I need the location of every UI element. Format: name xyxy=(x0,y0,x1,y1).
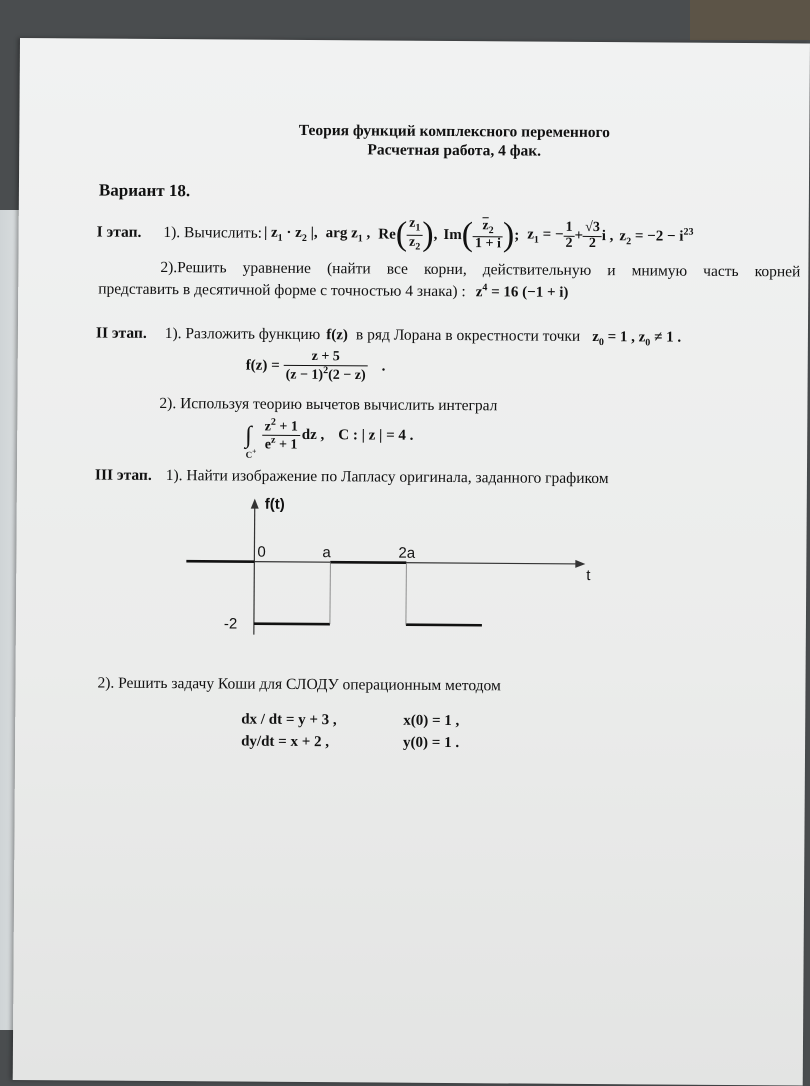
graph-segment-2 xyxy=(254,624,330,625)
integral-sign: ∫ xyxy=(245,423,252,447)
stage1-label: I этап. xyxy=(97,224,142,242)
integral-fraction: $\frac{z^2 + 1}{e^z + 1}$ xyxy=(262,418,299,454)
stage2-fz: f(z) xyxy=(326,327,348,344)
background-object xyxy=(690,0,810,40)
z1-half: $\frac{1}{2}$ xyxy=(563,221,574,251)
graph-segment-4 xyxy=(406,625,482,626)
arg-expression: arg $z_1$ , xyxy=(326,225,371,244)
x-axis-label: t xyxy=(586,567,591,584)
fz-numerator: z + 5 xyxy=(284,350,368,365)
stage2-task1-text: 1). Разложить функцию xyxy=(165,325,321,344)
stage2-task2-text: 2). Используя теорию вычетов вычислить интеграл xyxy=(159,395,497,415)
z1-definition: $z_1$ = − xyxy=(527,226,563,245)
ode-eq2-ic: y(0) = 1 . xyxy=(403,735,459,752)
doc-subtitle: Расчетная работа, 4 фак. xyxy=(19,139,810,163)
fz-lhs: f(z) = xyxy=(246,358,280,375)
y-axis-label: f(t) xyxy=(265,496,285,513)
ode-eq1-ic: x(0) = 1 , xyxy=(403,713,459,730)
integral-contour: C : | z | = 4 . xyxy=(338,428,413,446)
re-label: Re xyxy=(378,226,396,243)
document-page xyxy=(13,38,810,1085)
stage3-task1-text: 1). Найти изображение по Лапласу оригинала, заданного графиком xyxy=(166,467,609,488)
stage2-task1-line xyxy=(96,325,681,349)
x-tick-label-1: 0 xyxy=(257,544,265,561)
fz-formula: f(z) = $\frac{z + 5}{(z - 1)^2(2 - z)}$ . xyxy=(246,350,386,384)
z2-definition: $z_2 = -2 - i^{23}$ xyxy=(619,226,693,248)
stage2-label: II этап. xyxy=(96,325,147,343)
x-axis-arrow xyxy=(575,560,585,568)
fz-denominator: $(z - 1)^2(2 - z)$ xyxy=(284,365,368,384)
fz-fraction xyxy=(284,350,368,384)
laplace-graph xyxy=(186,494,607,647)
ode-eq2-lhs: dy/dt = x + 2 , xyxy=(241,734,329,752)
ode-eq1-lhs: dx / dt = y + 3 , xyxy=(241,712,337,730)
doc-title: Теория функций комплексного переменного xyxy=(19,120,810,144)
z1-sqrt3-half: $\frac{√3}{2}$ xyxy=(583,221,602,252)
im-fraction: $\frac{\overline{z}_2}{1 + i}$ xyxy=(473,219,503,252)
stage2-task1-rest: в ряд Лорана в окрестности точки xyxy=(356,326,580,346)
abs-product-expression: | $z_1 \cdot z_2$ |, xyxy=(264,224,318,243)
stage3-task1-line xyxy=(95,467,609,489)
y-axis xyxy=(254,505,255,635)
stage3-task2-text: 2). Решить задачу Коши для СЛОДУ операционным методом xyxy=(97,675,500,696)
graph-segment-1 xyxy=(186,561,255,562)
stage1-task1-prefix: 1). Вычислить: xyxy=(163,224,262,243)
im-label: Im xyxy=(443,226,461,243)
x-tick-label-3: 2a xyxy=(398,545,415,562)
y-tick-label-1: -2 xyxy=(224,615,237,632)
variant-heading: Вариант 18. xyxy=(99,181,190,202)
stage1-task2-line2: представить в десятичной форме с точностью 4 знака) : xyxy=(98,281,466,302)
equation-z4: $z^4 = 16$ (−1 + i) xyxy=(476,282,569,302)
y-axis-arrow xyxy=(251,499,259,509)
integral-formula: ∫ C+ $\frac{z^2 + 1}{e^z + 1}$ dz , C : | z | = 4 . xyxy=(245,418,413,455)
re-fraction: $\frac{z_1}{z_2}$ xyxy=(407,217,422,253)
x-tick-label-2: a xyxy=(322,544,331,561)
graph-segment-3 xyxy=(330,562,406,563)
stage3-label: III этап. xyxy=(95,467,152,485)
stage1-task1-line: I этап. 1). Вычислить: | $z_1 \cdot z_2$ |, arg $z_1$ , Re ( $\frac{z_1}{z_2}$ ) , Im ( $\frac{\overline{z}_2}{1 + i}$ ) ; $z_1$ = − $\frac{1}{2}$ + $\frac{√3}{2}$ i , $z_2 = -2 - i^{23}$ xyxy=(96,205,693,265)
stage1-task2-line1: 2).Решить уравнение (найти все корни, действительную и мнимую часть корней xyxy=(160,259,800,281)
laurent-point: $z_0 = 1$ , $z_0 \ne 1$ . xyxy=(592,329,681,349)
stage1-task2-line2-row xyxy=(98,280,568,302)
